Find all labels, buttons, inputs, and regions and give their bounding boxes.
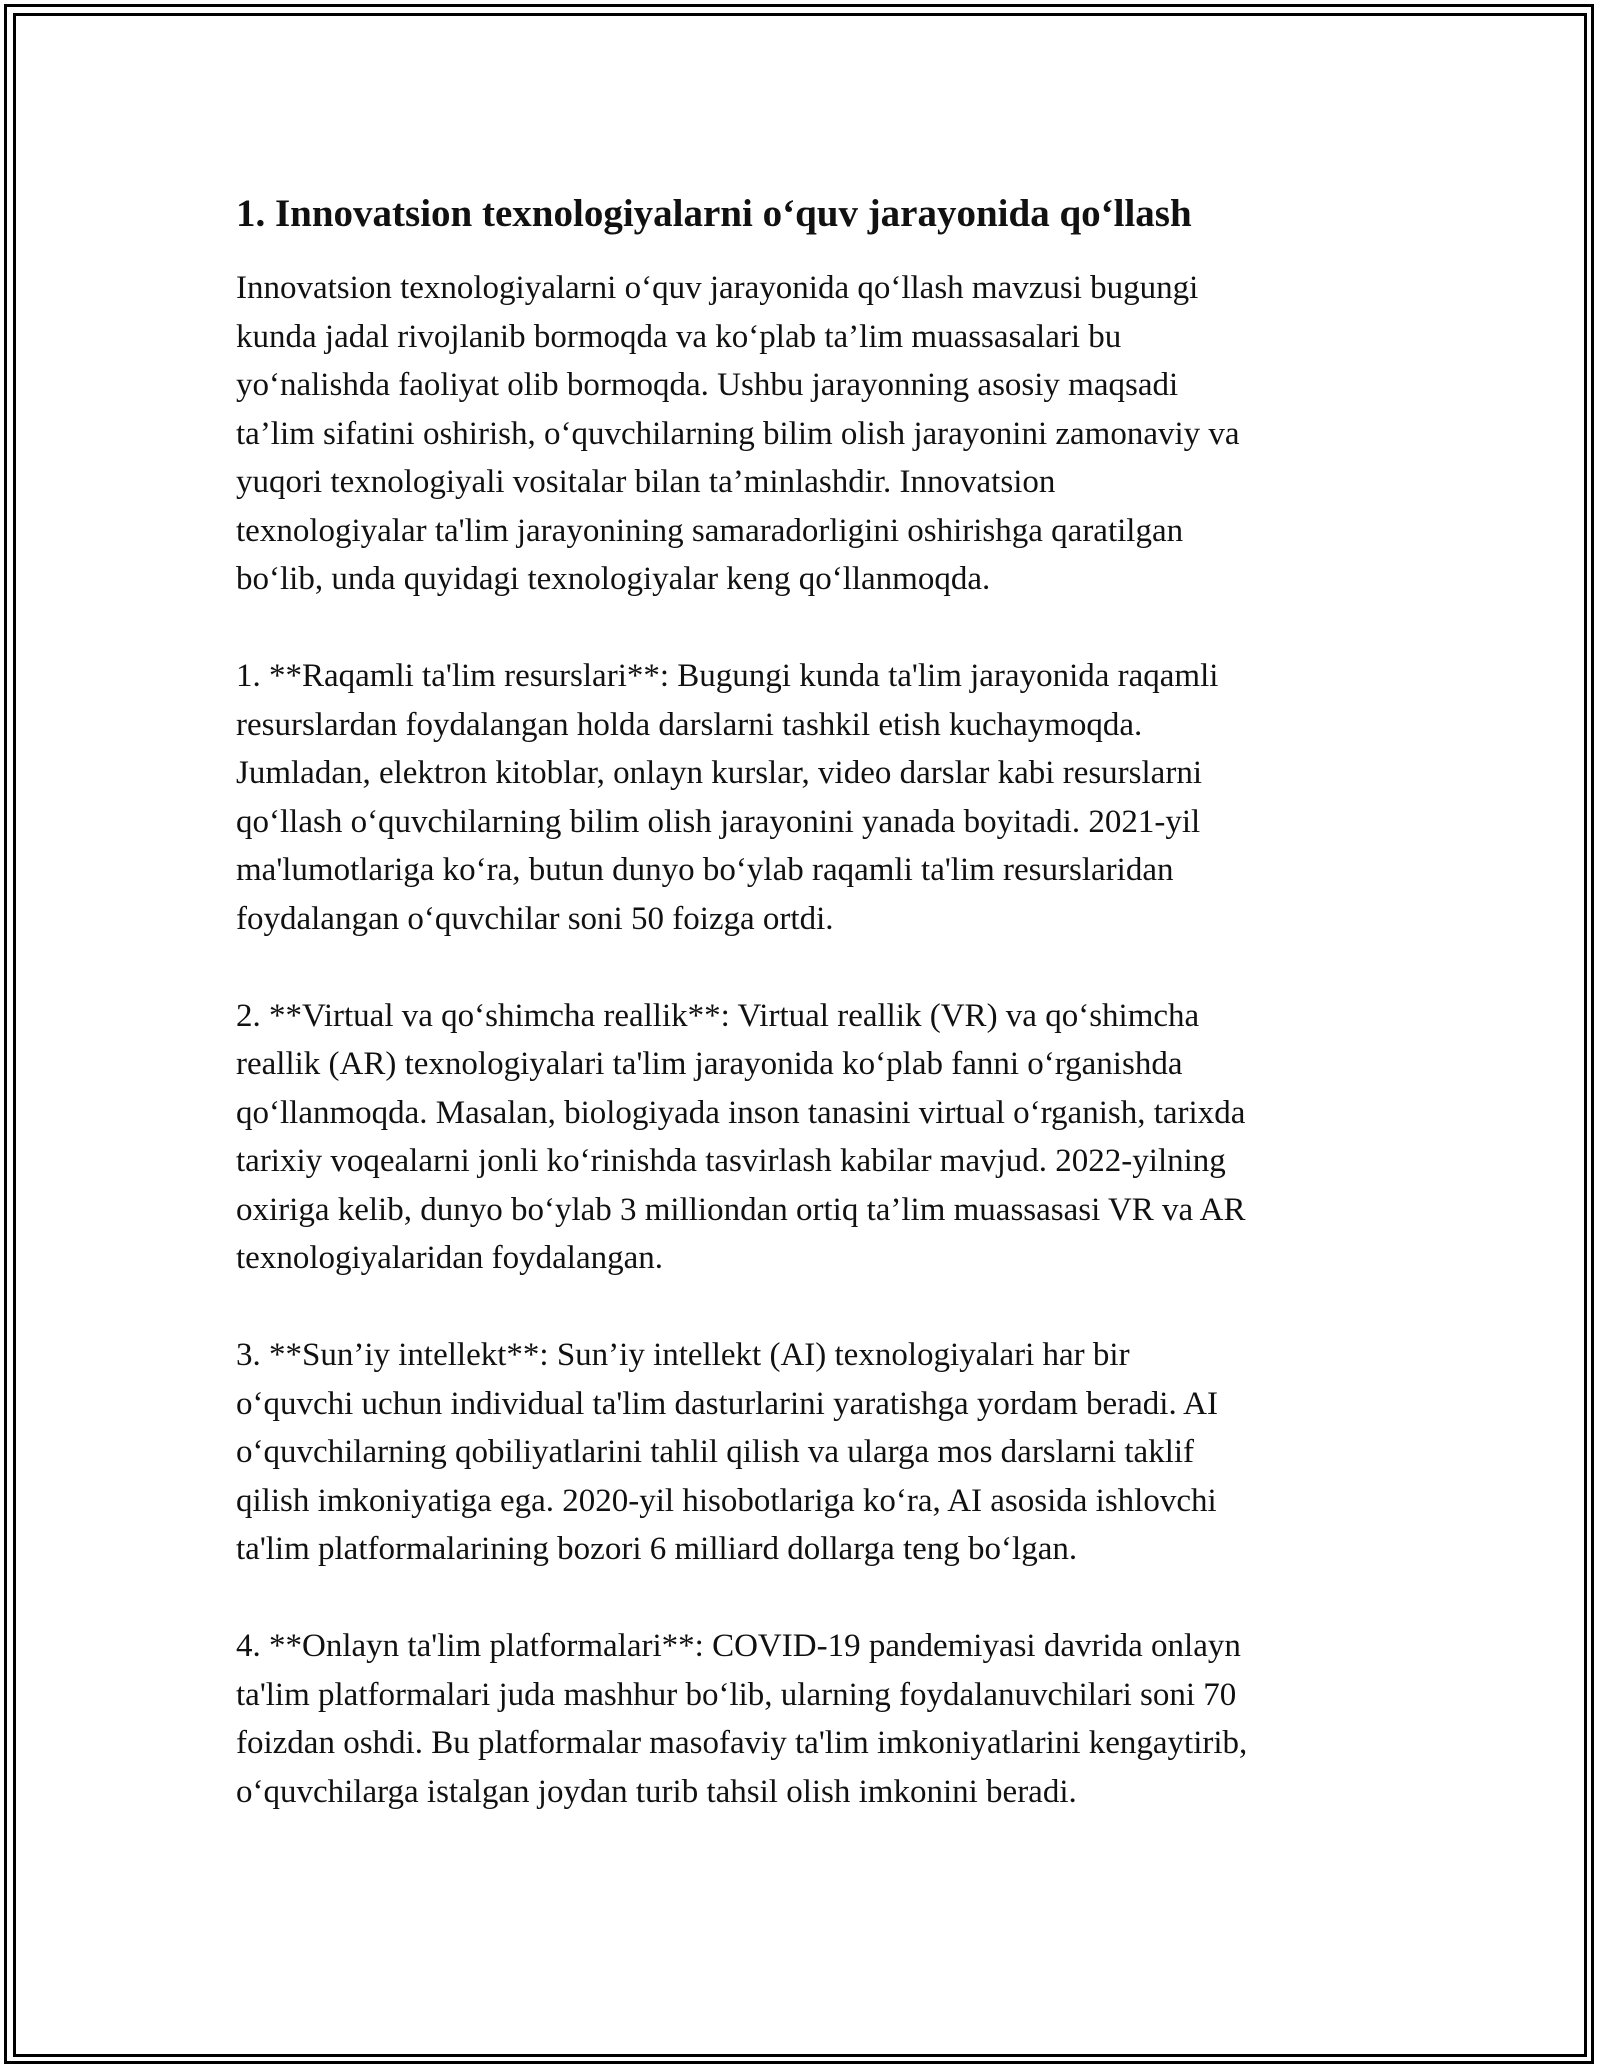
text-line: Innovatsion texnologiyalarni o‘quv jarayonida qo‘llash mavzusi bugungi <box>236 270 1199 306</box>
section-heading: 1. Innovatsion texnologiyalarni o‘quv jarayonida qo‘llash <box>236 192 1192 235</box>
text-line: 3. **Sun’iy intellekt**: Sun’iy intellekt (AI) texnologiyalari har bir <box>236 1337 1130 1373</box>
paragraph-item-1 <box>236 652 1366 943</box>
text-line: Jumladan, elektron kitoblar, onlayn kurslar, video darslar kabi resurslarni <box>236 755 1202 791</box>
document-body <box>236 186 1366 1816</box>
text-line: yo‘nalishda faoliyat olib bormoqda. Ushbu jarayonning asosiy maqsadi <box>236 367 1179 403</box>
text-line: qilish imkoniyatiga ega. 2020-yil hisobotlariga ko‘ra, AI asosida ishlovchi <box>236 1482 1217 1519</box>
text-line: ma'lumotlariga ko‘ra, butun dunyo bo‘ylab raqamli ta'lim resurslaridan <box>236 852 1174 888</box>
text-line: 1. **Raqamli ta'lim resurslari**: Bugungi kunda ta'lim jarayonida raqamli <box>236 658 1219 694</box>
text-line: ta’lim sifatini oshirish, o‘quvchilarning bilim olish jarayonini zamonaviy va <box>236 415 1240 452</box>
text-line: yuqori texnologiyali vositalar bilan ta’minlashdir. Innovatsion <box>236 464 1056 500</box>
text-line: 4. **Onlayn ta'lim platformalari**: COVID-19 pandemiyasi davrida onlayn <box>236 1628 1241 1664</box>
paragraph-item-3 <box>236 1331 1366 1574</box>
text-line: o‘quvchi uchun individual ta'lim dasturlarini yaratishga yordam beradi. AI <box>236 1385 1218 1422</box>
text-line: kunda jadal rivojlanib bormoqda va ko‘plab ta’lim muassasalari bu <box>236 318 1122 355</box>
paragraph-gap <box>236 604 1366 653</box>
text-line: qo‘llash o‘quvchilarning bilim olish jarayonini yanada boyitadi. 2021-yil <box>236 803 1201 840</box>
text-line: texnologiyalaridan foydalangan. <box>236 1240 664 1276</box>
paragraph-gap <box>236 1283 1366 1332</box>
text-line: 2. **Virtual va qo‘shimcha reallik**: Virtual reallik (VR) va qo‘shimcha <box>236 997 1200 1034</box>
paragraph-item-4 <box>236 1622 1366 1816</box>
text-line: foizdan oshdi. Bu platformalar masofaviy ta'lim imkoniyatlarini kengaytirib, <box>236 1725 1248 1761</box>
text-line: bo‘lib, unda quyidagi texnologiyalar keng qo‘llanmoqda. <box>236 561 991 597</box>
text-line: qo‘llanmoqda. Masalan, biologiyada inson tanasini virtual o‘rganish, tarixda <box>236 1094 1246 1131</box>
text-line: ta'lim platformalari juda mashhur bo‘lib, ularning foydalanuvchilari soni 70 <box>236 1676 1237 1713</box>
text-line: resurslardan foydalangan holda darslarni tashkil etish kuchaymoqda. <box>236 706 1143 743</box>
paragraph-gap <box>236 1574 1366 1623</box>
text-line: oxiriga kelib, dunyo bo‘ylab 3 milliondan ortiq ta’lim muassasasi VR va AR <box>236 1191 1246 1228</box>
text-line: foydalangan o‘quvchilar soni 50 foizga ortdi. <box>236 900 834 937</box>
text-line: ta'lim platformalarining bozori 6 milliard dollarga teng bo‘lgan. <box>236 1531 1078 1567</box>
text-line: texnologiyalar ta'lim jarayonining samaradorligini oshirishga qaratilgan <box>236 512 1184 549</box>
text-line: tarixiy voqealarni jonli ko‘rinishda tasvirlash kabilar mavjud. 2022-yilning <box>236 1143 1226 1179</box>
paragraph-item-2 <box>236 992 1366 1283</box>
paragraph-gap <box>236 943 1366 992</box>
paragraph-intro <box>236 264 1366 604</box>
text-line: reallik (AR) texnologiyalari ta'lim jarayonida ko‘plab fanni o‘rganishda <box>236 1046 1183 1082</box>
text-line: o‘quvchilarga istalgan joydan turib tahsil olish imkonini beradi. <box>236 1773 1077 1810</box>
text-line: o‘quvchilarning qobiliyatlarini tahlil qilish va ularga mos darslarni taklif <box>236 1434 1195 1470</box>
